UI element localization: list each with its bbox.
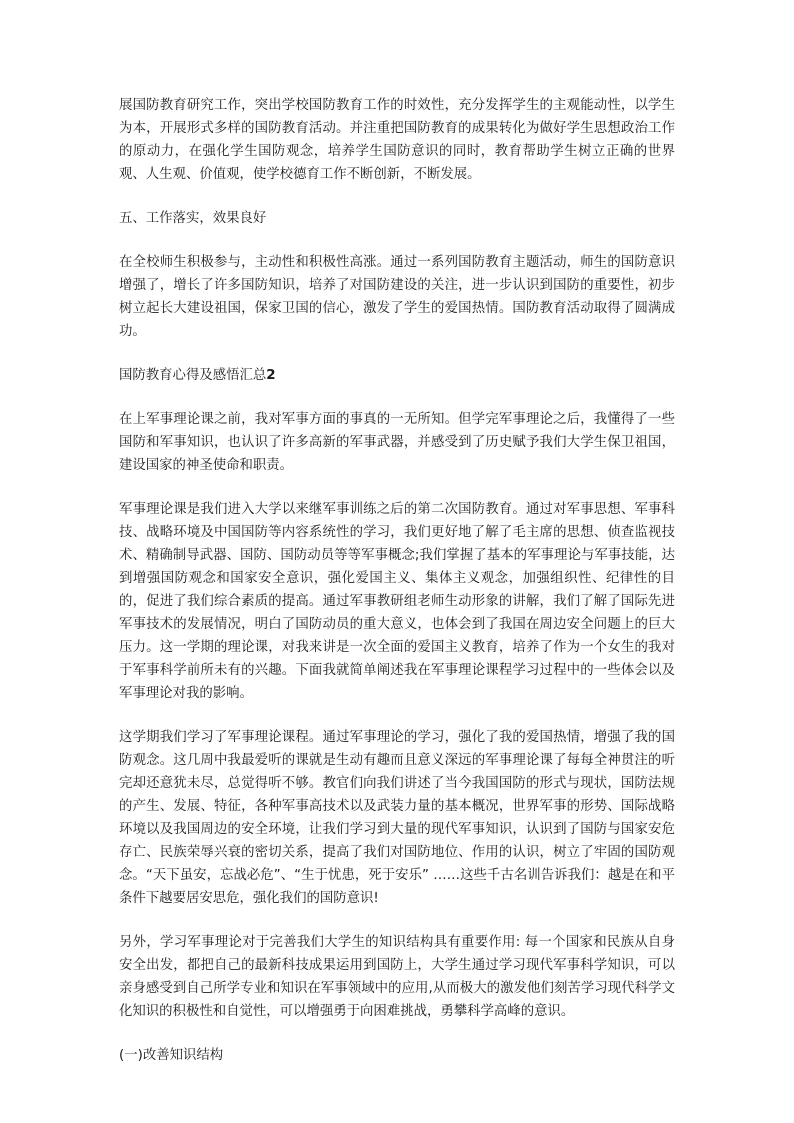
section-heading-five: 五、工作落实，效果良好 bbox=[119, 211, 267, 226]
paragraph-knowledge-structure: 另外，学习军事理论对于完善我们大学生的知识结构具有重要作用: 每一个国家和民族从自身安全出发，都把自己的最新科技成果运用到国防上，大学生通过学习现代军事科学知识，可以亲身感受到自己所学专业和知识在军事领域中的应用,从而极大的激发他们刻苦学习现代科学文化知识的积极性和自觉性，可以增强勇于向困难挑战，勇攀科学高峰的意识。 bbox=[119, 935, 675, 1019]
paragraph-this-semester: 这学期我们学习了军事理论课程。通过军事理论的学习，强化了我的爱国热情，增强了我的国防观念。这几周中我最爱听的课就是生动有趣而且意义深远的军事理论课了每每全神贯注的听完却还意犹未尽，总觉得听不够。教官们向我们讲述了当今我国国防的形式与现状，国防法规的产生、发展、特征，各种军事高技术以及武装力量的基本概况，世界军事的形势、国际战略环境以及我国周边的安全环境，让我们学习到大量的现代军事知识，认识到了国防与国家安危存亡、民族荣辱兴衰的密切关系，提高了我们对国防地位、作用的认识，树立了牢固的国防观念。“天下虽安，忘战必危”、“生于忧患，死于安乐” ……这些千古名训告诉我们：越是在和平条件下越要居安思危，强化我们的国防意识! bbox=[119, 730, 675, 906]
paragraph-results: 在全校师生积极参与，主动性和积极性高涨。通过一系列国防教育主题活动，师生的国防意识增强了，增长了许多国防知识，培养了对国防建设的关注，进一步认识到国防的重要性，初步树立起长大建设祖国，保家卫国的信心，激发了学生的爱国热情。国防教育活动取得了圆满成功。 bbox=[119, 255, 675, 339]
paragraph-before-class: 在上军事理论课之前，我对军事方面的事真的一无所知。但学完军事理论之后，我懂得了一些国防和军事知识，也认识了许多高新的军事武器，并感受到了历史赋予我们大学生保卫祖国，建设国家的神圣使命和职责。 bbox=[119, 412, 675, 473]
paragraph-military-theory-course: 军事理论课是我们进入大学以来继军事训练之后的第二次国防教育。通过对军事思想、军事科技、战略环境及中国国防等内容系统性的学习，我们更好地了解了毛主席的思想、侦查监视技术、精确制导武器、国防、国防动员等等军事概念;我们掌握了基本的军事理论与军事技能，达到增强国防观念和国家安全意识，强化爱国主义、集体主义观念，加强组织性、纪律性的目的，促进了我们综合素质的提高。通过军事教研组老师生动形象的讲解，我们了解了国际先进军事技术的发展情况，明白了国防动员的重大意义，也体会到了我国在周边安全问题上的巨大压力。这一学期的理论课，对我来讲是一次全面的爱国主义教育，培养了作为一个女生的我对于军事科学前所未有的兴趣。下面我就简单阐述我在军事理论课程学习过程中的一些体会以及军事理论对我的影响。 bbox=[119, 502, 675, 701]
article-title-2 bbox=[119, 364, 675, 387]
article-title-text: 国防教育心得及感悟汇总 bbox=[119, 368, 267, 383]
document-body bbox=[119, 94, 675, 1088]
paragraph-intro-continuation: 展国防教育研究工作，突出学校国防教育工作的时效性，充分发挥学生的主观能动性，以学生为本，开展形式多样的国防教育活动。并注重把国防教育的成果转化为做好学生思想政治工作的原动力，在强化学生国防观念，培养学生国防意识的同时，教育帮助学生树立正确的世界观、人生观、价值观，使学校德育工作不断创新，不断发展。 bbox=[119, 98, 675, 182]
article-title-number: 2 bbox=[266, 368, 276, 383]
subsection-heading-improve-knowledge: (一)改善知识结构 bbox=[119, 1048, 224, 1063]
